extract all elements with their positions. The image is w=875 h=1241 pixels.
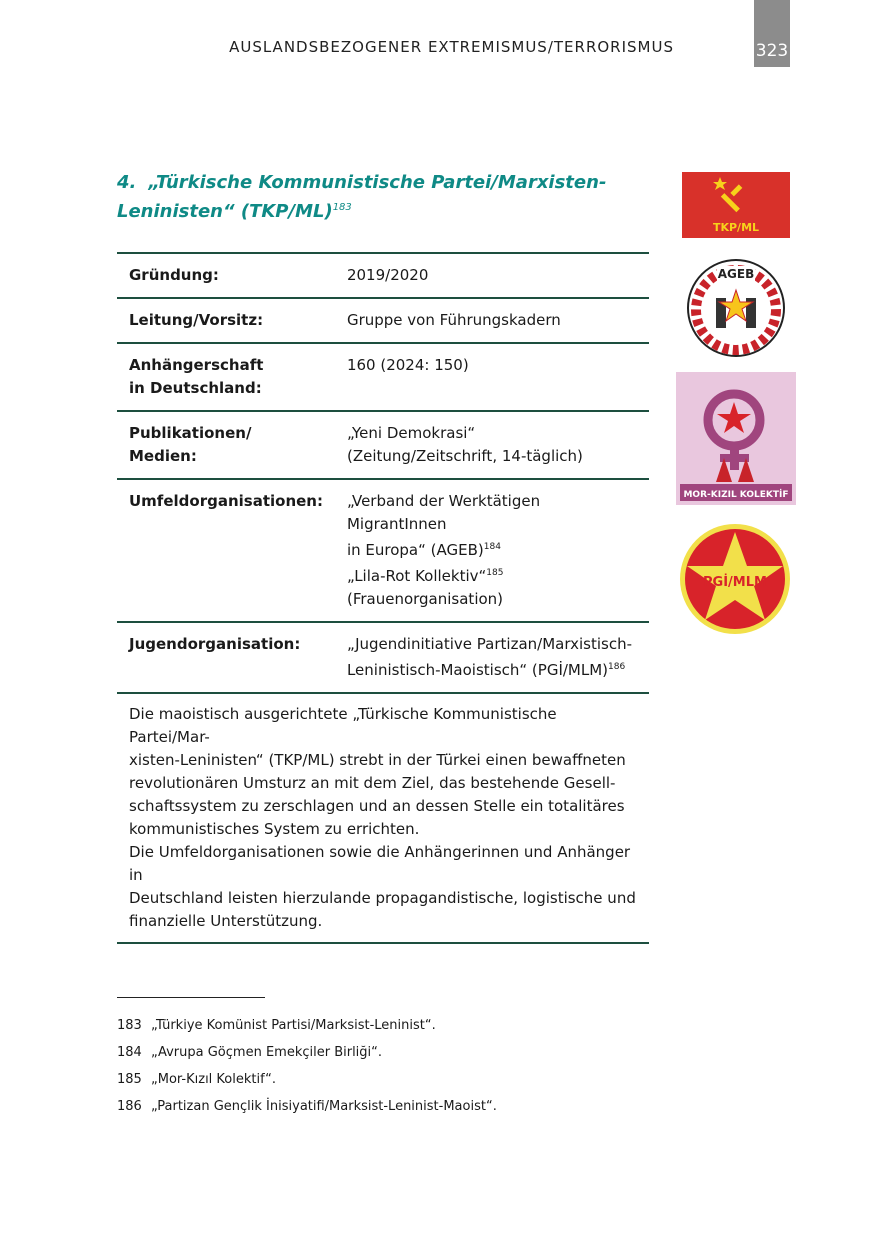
table-row — [117, 693, 649, 943]
footnote: 184 „Avrupa Göçmen Emekçiler Birliği“. — [117, 1045, 383, 1060]
tkpml-logo — [682, 172, 790, 238]
running-head: AUSLANDSBEZOGENER EXTREMISMUS/TERRORISMUS — [229, 38, 674, 56]
section-title — [117, 170, 647, 224]
mor-kizil-logo-text: MOR-KIZIL KOLEKTİF — [683, 490, 789, 500]
founding-label: Gründung: — [117, 253, 335, 298]
youth-label: Jugendorganisation: — [117, 622, 335, 693]
affiliates-value: „Verband der Werktätigen MigrantInnen in Europa“ (AGEB)$^{184}$ „Lila-Rot Kollektiv“$^{185}$ (Frauenorganisation) — [335, 479, 649, 622]
summary-text: Die maoistisch ausgerichtete „Türkische Kommunistische Partei/Mar- xisten-Leninisten“ (TKP/ML) strebt in der Türkei einen bewaffneten revolutionären Umsturz an mit dem Ziel, das bestehende Gesell- schaftssystem zu zerschlagen und an dessen Stelle ein totalitäres kommunistisches System zu errichten. Die Umfeldorganisationen sowie die Anhängerinnen und Anhänger in Deutschland leisten hierzulande propagandistische, logistische und finanzielle Unterstützung. — [117, 693, 649, 943]
section-title-text: „Türkische Kommunistische Partei/Marxisten-Leninisten“ (TKP/ML) — [117, 172, 607, 222]
leadership-label: Leitung/Vorsitz: — [117, 298, 335, 343]
ageb-logo-text: AGEB — [717, 267, 755, 281]
footnotes — [117, 1012, 497, 1120]
pgi-mlm-logo — [677, 522, 794, 637]
gear-star-icon — [685, 258, 787, 358]
facts-table — [117, 252, 649, 944]
footnote-ref[interactable]: 184 — [483, 542, 501, 552]
affiliates-label: Umfeldorganisationen: — [117, 479, 335, 622]
footnote-divider — [117, 997, 265, 998]
followers-value: 160 (2024: 150) — [335, 343, 649, 411]
hammer-sickle-star-icon — [682, 172, 790, 238]
ageb-logo — [685, 258, 787, 358]
footnote: 186 „Partizan Gençlik İnisiyatifi/Marksist-Leninist-Maoist“. — [117, 1099, 497, 1114]
pgi-mlm-logo-text: PGİ/MLM — [703, 575, 767, 590]
publications-label: Publikationen/ Medien: — [117, 411, 335, 479]
venus-star-icon — [676, 372, 796, 505]
footnote-ref[interactable]: 183 — [332, 202, 352, 213]
mor-kizil-logo — [676, 372, 796, 505]
footnote: 185 „Mor-Kızıl Kolektif“. — [117, 1072, 276, 1087]
page-number: 323 — [754, 0, 790, 67]
table-row — [117, 343, 649, 411]
table-row — [117, 253, 649, 298]
table-row — [117, 479, 649, 622]
table-row — [117, 622, 649, 693]
followers-label: Anhängerschaft in Deutschland: — [117, 343, 335, 411]
founding-value: 2019/2020 — [335, 253, 649, 298]
table-row — [117, 298, 649, 343]
youth-value: „Jugendinitiative Partizan/Marxistisch- Leninistisch-Maoistisch“ (PGİ/MLM)$^{186}$ — [335, 622, 649, 693]
tkpml-logo-text: TKP/ML — [712, 221, 760, 234]
publications-value: „Yeni Demokrasi“ (Zeitung/Zeitschrift, 14-täglich) — [335, 411, 649, 479]
leadership-value: Gruppe von Führungskadern — [335, 298, 649, 343]
footnote-ref[interactable]: 186 — [608, 662, 626, 672]
section-number: 4. — [117, 172, 137, 193]
table-row — [117, 411, 649, 479]
star-hammer-sickle-icon — [677, 522, 794, 637]
footnote: 183 „Türkiye Komünist Partisi/Marksist-Leninist“. — [117, 1018, 436, 1033]
footnote-ref[interactable]: 185 — [486, 568, 504, 578]
